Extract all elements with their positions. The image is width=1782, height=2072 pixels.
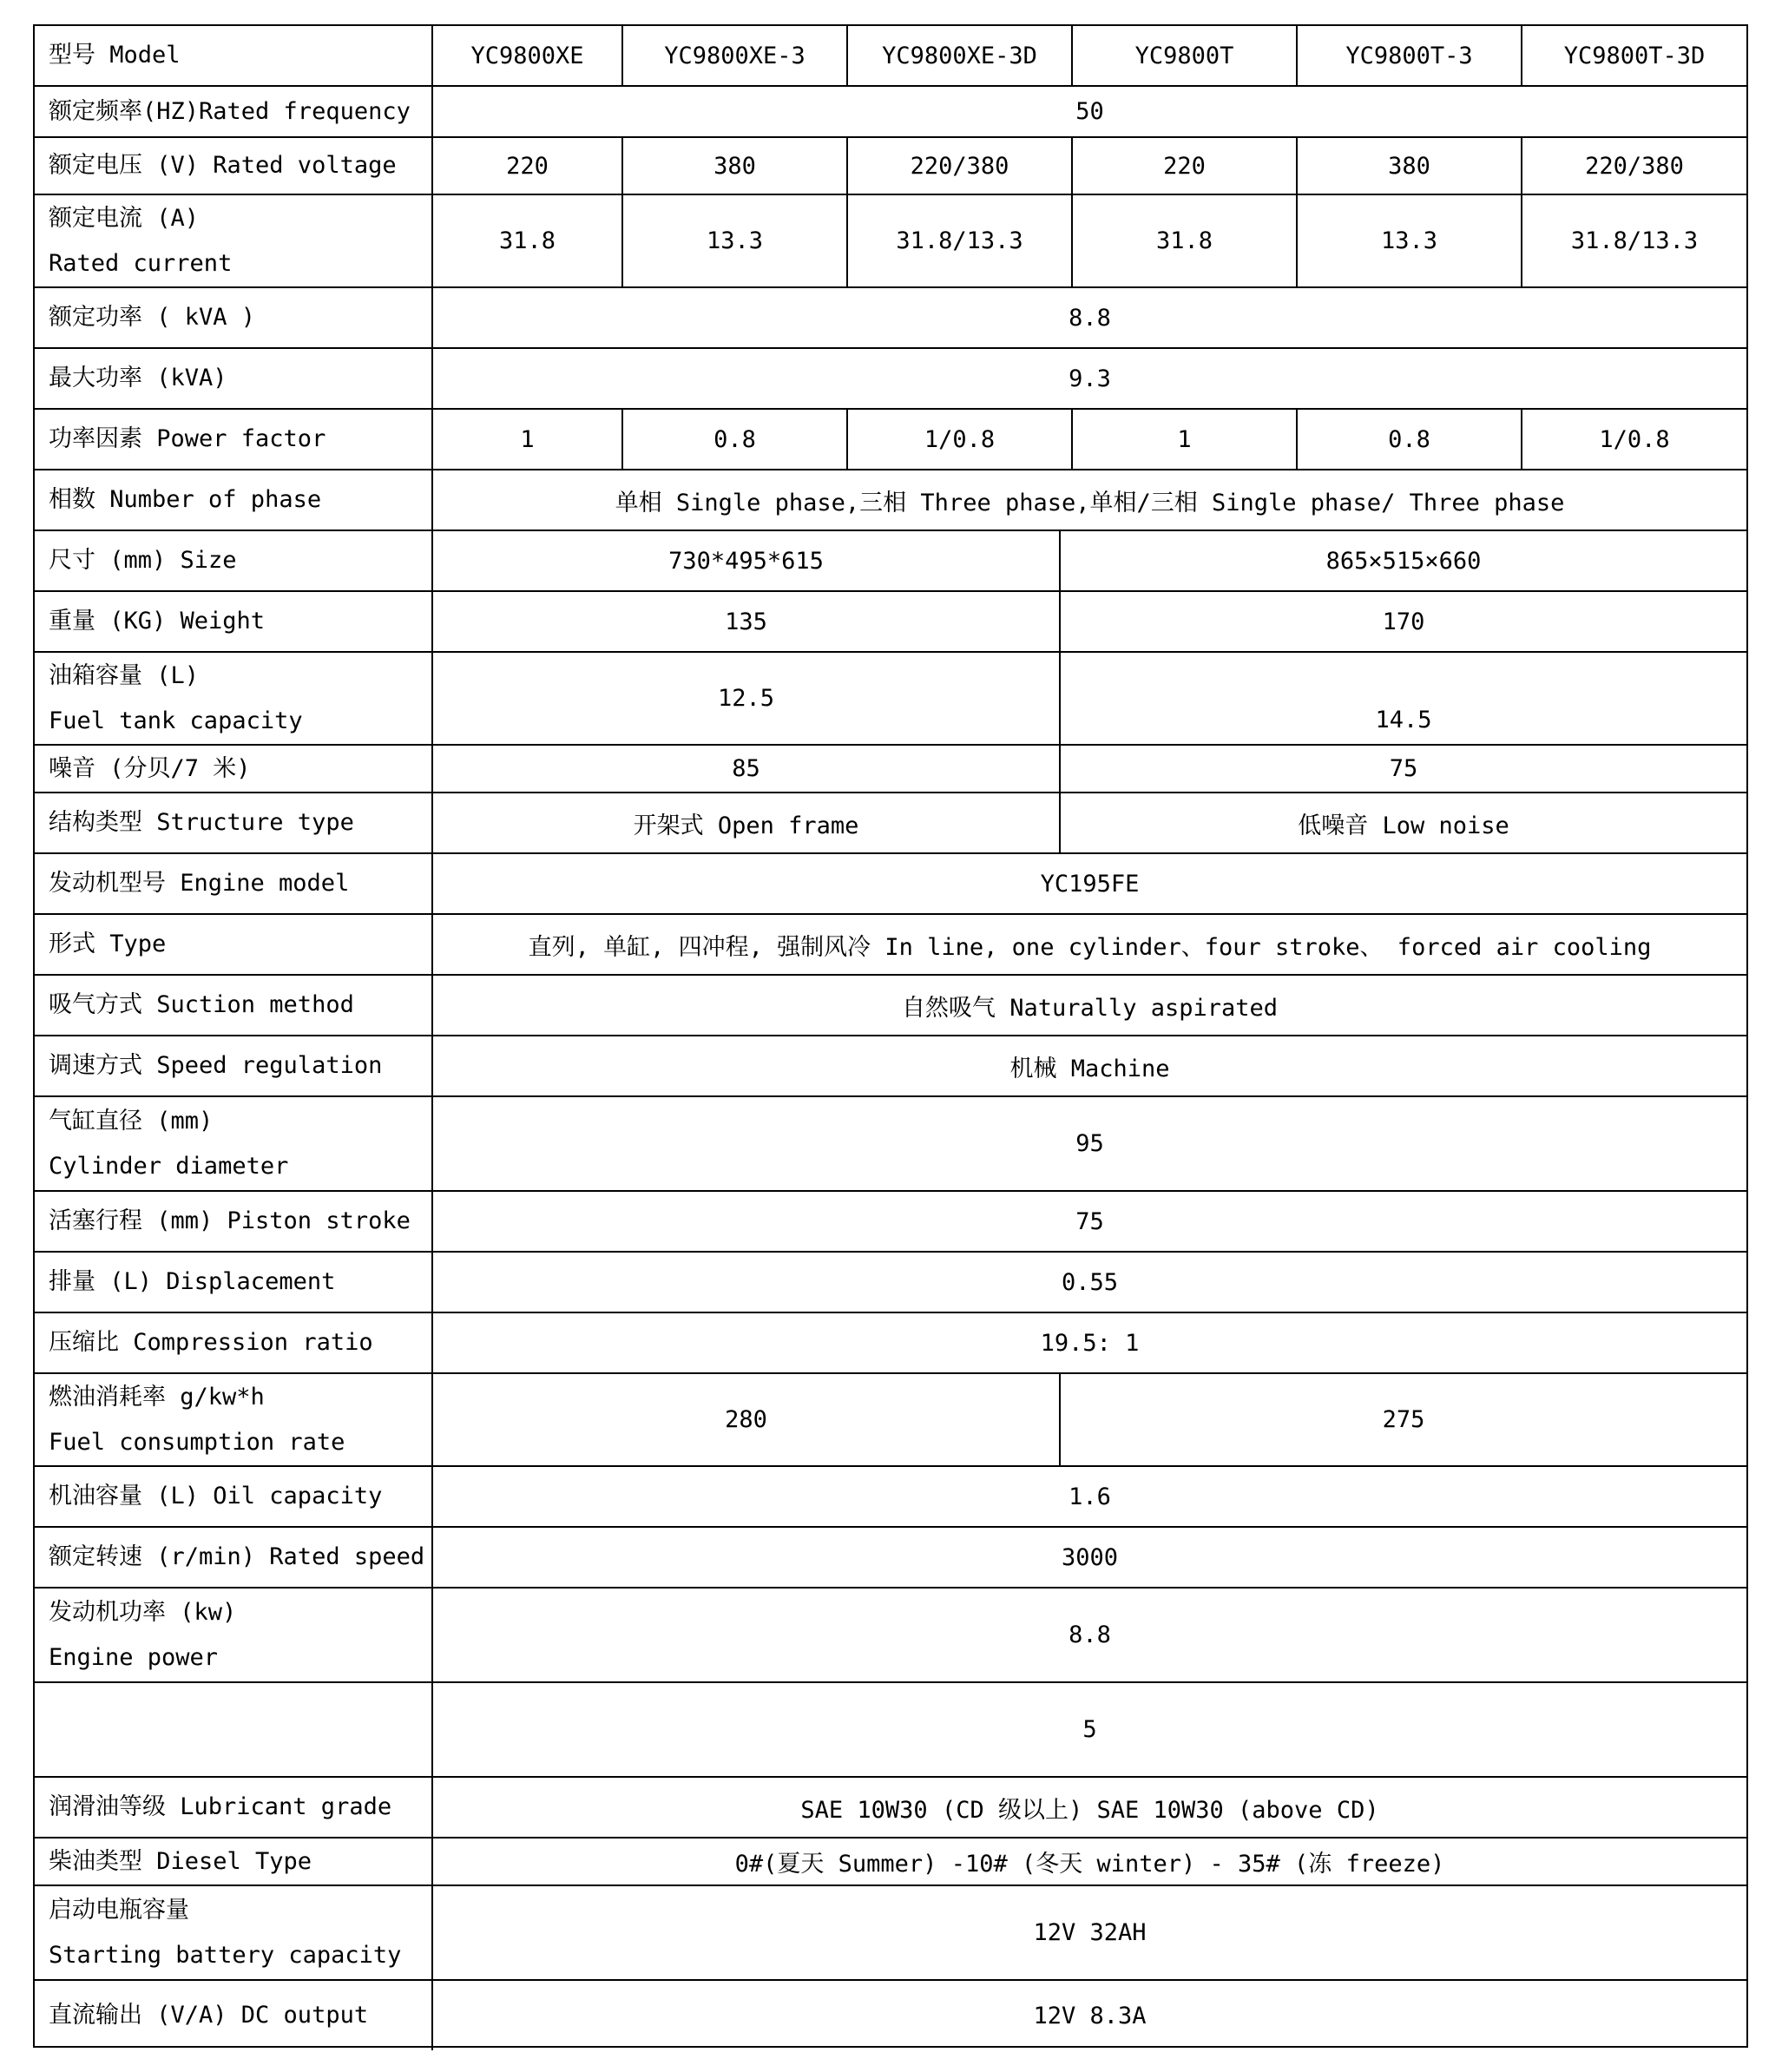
row-values <box>433 854 1746 915</box>
value-cell: 730*495*615 <box>433 531 1061 590</box>
value-cell: 5 <box>1082 1716 1097 1743</box>
row-label-line: 活塞行程 (mm) Piston stroke <box>49 1207 411 1234</box>
row-label-line: Fuel tank capacity <box>49 707 303 734</box>
row-values <box>433 195 1746 288</box>
row-label <box>35 746 433 793</box>
row-values <box>433 976 1746 1036</box>
row-values <box>433 793 1746 854</box>
value-cell: 865×515×660 <box>1325 547 1482 575</box>
row-values <box>433 349 1746 410</box>
row-label <box>35 288 433 349</box>
value-cell: 220/380 <box>848 138 1073 194</box>
value-cell: YC9800T-3D <box>1563 42 1706 69</box>
row-label-line: 直流输出 (V/A) DC output <box>49 2002 369 2029</box>
value-cell: 75 <box>1389 755 1418 782</box>
value-cell: 0.55 <box>1061 1268 1119 1296</box>
row-label-line: 额定电压 (V) Rated voltage <box>49 152 397 179</box>
row-label-line: 额定电流 (A) <box>49 204 200 232</box>
row-label-line: 燃油消耗率 g/kw*h <box>49 1383 265 1411</box>
value-cell: 8.8 <box>1069 1621 1111 1648</box>
row-label <box>35 1778 433 1838</box>
row-values <box>433 410 1746 470</box>
value-cell: 1/0.8 <box>1599 425 1670 453</box>
row-values <box>433 26 1746 87</box>
value-cell: 3000 <box>1061 1543 1119 1571</box>
value-cell: SAE 10W30 (CD 级以上) SAE 10W30 (above CD) <box>800 1796 1379 1824</box>
row-values <box>433 592 1746 653</box>
row-label-line: 额定转速 (r/min) Rated speed <box>49 1543 425 1570</box>
row-label-line: 额定频率(HZ)Rated frequency <box>49 97 411 125</box>
row-values <box>433 1097 1746 1192</box>
value-cell: 75 <box>1075 1207 1104 1235</box>
row-values <box>433 1838 1746 1886</box>
row-label <box>35 1467 433 1528</box>
value-cell: 135 <box>433 592 1061 651</box>
row-label-line: 尺寸 (mm) Size <box>49 547 237 574</box>
value-cell: YC195FE <box>1040 870 1140 898</box>
row-label-line: 最大功率 (kVA) <box>49 365 227 391</box>
value-cell: 220 <box>433 138 623 194</box>
value-cell: 8.8 <box>1069 304 1111 332</box>
value-cell: 170 <box>1382 608 1425 635</box>
row-label <box>35 915 433 976</box>
value-cell: 低噪音 Low noise <box>1298 812 1509 839</box>
value-cell: 31.8/13.3 <box>1570 227 1699 254</box>
value-cell: 0.8 <box>1298 410 1522 469</box>
row-label-line: 结构类型 Structure type <box>49 809 354 836</box>
row-label-line: 相数 Number of phase <box>49 486 322 513</box>
row-values <box>433 470 1746 531</box>
value-cell: 1 <box>1073 410 1298 469</box>
row-label-line: 排量 (L) Displacement <box>49 1268 336 1295</box>
row-values <box>433 1528 1746 1589</box>
row-values <box>433 653 1746 746</box>
row-label-line: 气缸直径 (mm) <box>49 1107 214 1135</box>
row-label <box>35 592 433 653</box>
value-cell: 380 <box>623 138 848 194</box>
value-cell: YC9800T <box>1073 26 1298 85</box>
row-values <box>433 915 1746 976</box>
value-cell: 开架式 Open frame <box>433 793 1061 852</box>
row-label <box>35 1528 433 1589</box>
value-cell: 50 <box>1075 98 1104 125</box>
row-label-line: 形式 Type <box>49 931 167 957</box>
row-label-line: 启动电瓶容量 <box>49 1896 189 1924</box>
value-cell: 机械 Machine <box>1009 1055 1170 1082</box>
value-cell: 12.5 <box>433 653 1061 744</box>
row-label-line: 发动机功率 (kw) <box>49 1598 237 1626</box>
value-cell: 19.5: 1 <box>1040 1329 1140 1357</box>
value-cell: 14.5 <box>1375 707 1432 733</box>
row-values <box>433 1778 1746 1838</box>
row-label <box>35 195 433 288</box>
row-label-line: 润滑油等级 Lubricant grade <box>49 1793 392 1820</box>
value-cell: 12V 32AH <box>1033 1919 1147 1946</box>
row-label <box>35 1838 433 1886</box>
row-values <box>433 1253 1746 1313</box>
value-cell: 12V 8.3A <box>1033 2002 1147 2029</box>
value-cell: 31.8 <box>1073 195 1298 286</box>
row-values <box>433 1192 1746 1253</box>
value-cell: 0#(夏天 Summer) -10# (冬天 winter) - 35# (冻 freeze) <box>734 1851 1445 1878</box>
row-values <box>433 1467 1746 1528</box>
row-values <box>433 1683 1746 1778</box>
row-label <box>35 854 433 915</box>
row-values <box>433 1374 1746 1467</box>
row-label <box>35 1886 433 1981</box>
row-label-line: 调速方式 Speed regulation <box>49 1052 383 1079</box>
row-label <box>35 349 433 410</box>
row-label <box>35 1374 433 1467</box>
row-label-line: Engine power <box>49 1643 219 1671</box>
value-cell: YC9800XE <box>433 26 623 85</box>
row-label-line: 机油容量 (L) Oil capacity <box>49 1483 383 1510</box>
row-label <box>35 1589 433 1683</box>
value-cell: 85 <box>433 746 1061 792</box>
row-label <box>35 1192 433 1253</box>
row-label-line: 吸气方式 Suction method <box>49 991 354 1018</box>
value-cell: 1.6 <box>1069 1483 1111 1510</box>
row-values <box>433 87 1746 138</box>
row-label-line: Fuel consumption rate <box>49 1428 345 1456</box>
value-cell: 13.3 <box>623 195 848 286</box>
row-label <box>35 1981 433 2050</box>
row-label-line: 柴油类型 Diesel Type <box>49 1847 312 1875</box>
value-cell: 自然吸气 Naturally aspirated <box>901 994 1279 1022</box>
row-label <box>35 653 433 746</box>
value-cell: 直列, 单缸, 四冲程, 强制风冷 In line, one cylinder、four stroke、 forced air cooling <box>528 933 1652 961</box>
row-values <box>433 531 1746 592</box>
row-values <box>433 1981 1746 2050</box>
row-label-line: 发动机型号 Engine model <box>49 870 350 897</box>
row-values <box>433 1886 1746 1981</box>
value-cell: 31.8/13.3 <box>848 195 1073 286</box>
row-label <box>35 26 433 87</box>
row-label <box>35 1253 433 1313</box>
row-label-line: 型号 Model <box>49 42 181 69</box>
value-cell: 0.8 <box>623 410 848 469</box>
value-cell: 单相 Single phase,三相 Three phase,单相/三相 Single phase/ Three phase <box>615 489 1565 516</box>
row-label <box>35 1683 433 1778</box>
value-cell: 220 <box>1073 138 1298 194</box>
row-values <box>433 1313 1746 1374</box>
value-cell: 31.8 <box>433 195 623 286</box>
value-cell: 13.3 <box>1298 195 1522 286</box>
row-label <box>35 1097 433 1192</box>
row-values <box>433 746 1746 793</box>
row-label-line: 额定功率 ( kVA ) <box>49 304 256 331</box>
row-label-line: Cylinder diameter <box>49 1152 289 1180</box>
value-cell: 1 <box>433 410 623 469</box>
value-cell: 220/380 <box>1585 152 1684 180</box>
row-values <box>433 288 1746 349</box>
row-label <box>35 1036 433 1097</box>
row-label-line: 功率因素 Power factor <box>49 425 326 452</box>
row-label-line: 压缩比 Compression ratio <box>49 1329 373 1356</box>
row-values <box>433 1036 1746 1097</box>
row-label <box>35 1313 433 1374</box>
value-cell: 95 <box>1075 1130 1104 1157</box>
spec-table <box>33 24 1748 2048</box>
row-label-line: Starting battery capacity <box>49 1941 402 1969</box>
row-label <box>35 793 433 854</box>
row-label <box>35 138 433 195</box>
value-cell: 275 <box>1382 1406 1425 1433</box>
value-cell: YC9800XE-3D <box>848 26 1073 85</box>
row-label <box>35 470 433 531</box>
value-cell: 380 <box>1298 138 1522 194</box>
row-label <box>35 531 433 592</box>
value-cell: 1/0.8 <box>848 410 1073 469</box>
row-values <box>433 138 1746 195</box>
value-cell: 280 <box>433 1374 1061 1465</box>
row-label-line: 噪音 (分贝/7 米) <box>49 754 251 782</box>
value-cell: 9.3 <box>1069 365 1111 392</box>
row-label <box>35 410 433 470</box>
row-label <box>35 87 433 138</box>
row-label-line: 油箱容量 (L) <box>49 661 200 689</box>
row-label-line: 重量 (KG) Weight <box>49 608 266 635</box>
row-label <box>35 976 433 1036</box>
value-cell: YC9800T-3 <box>1298 26 1522 85</box>
value-cell: YC9800XE-3 <box>623 26 848 85</box>
row-label-line: Rated current <box>49 249 233 277</box>
row-values <box>433 1589 1746 1683</box>
